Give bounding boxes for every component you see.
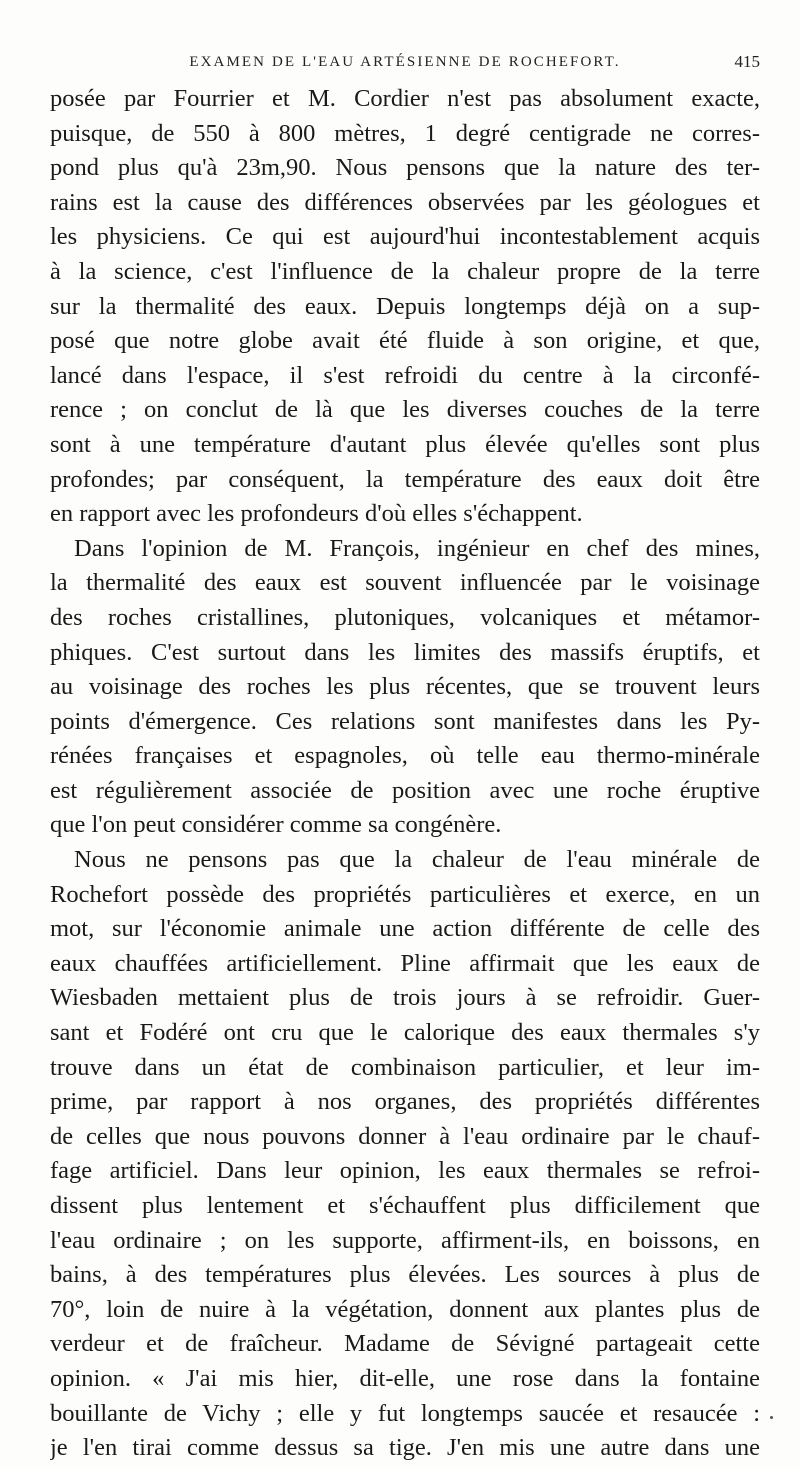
text-line: bouillante de Vichy ; elle y fut longtemps saucée et resaucée : [50,1399,760,1427]
text-line: fage artificiel. Dans leur opinion, les eaux thermales se refroi- [50,1157,760,1185]
text-line: Rochefort possède des propriétés particulières et exerce, en un [50,880,760,908]
text-line: rénées françaises et espagnoles, où telle eau thermo-minérale [50,742,760,770]
text-line: pond plus qu'à 23m,90. Nous pensons que la nature des ter- [50,154,760,182]
text-line: lancé dans l'espace, il s'est refroidi du centre à la circonfé- [50,361,760,389]
running-title: EXAMEN DE L'EAU ARTÉSIENNE DE ROCHEFORT. [189,54,621,70]
paragraph-start-line: Dans l'opinion de M. François, ingénieur en chef des mines, [74,534,760,562]
speck-mark [770,1416,773,1419]
body-text [50,82,760,1466]
text-line: dissent plus lentement et s'échauffent plus difficilement que [50,1192,760,1219]
text-line: la thermalité des eaux est souvent influencée par le voisinage [50,569,760,597]
text-line: trouve dans un état de combinaison particulier, et leur im- [50,1053,760,1081]
text-line: est régulièrement associée de position avec une roche éruptive [50,776,760,804]
text-line: verdeur et de fraîcheur. Madame de Sévigné partageait cette [50,1330,760,1358]
text-line: à la science, c'est l'influence de la chaleur propre de la terre [50,257,760,285]
running-head [50,50,760,74]
text-line: posé que notre globe avait été fluide à son origine, et que, [50,327,760,355]
paragraph-start-line: Nous ne pensons pas que la chaleur de l'eau minérale de [74,846,760,874]
text-line: rence ; on conclut de là que les diverses couches de la terre [50,396,760,424]
text-line: posée par Fourrier et M. Cordier n'est pas absolument exacte, [50,85,760,112]
paragraph-end-line: que l'on peut considérer comme sa congénère. [50,811,502,839]
text-line: opinion. « J'ai mis hier, dit-elle, une rose dans la fontaine [50,1364,760,1392]
text-line: des roches cristallines, plutoniques, volcaniques et métamor- [50,603,760,631]
text-line: profondes; par conséquent, la température des eaux doit être [50,465,760,493]
text-line: prime, par rapport à nos organes, des propriétés différentes [50,1088,760,1116]
paragraph-end-line: en rapport avec les profondeurs d'où elles s'échappent. [50,500,583,528]
text-line: au voisinage des roches les plus récentes, que se trouvent leurs [50,673,760,701]
text-line: sant et Fodéré ont cru que le calorique des eaux thermales s'y [50,1019,760,1047]
page-number: 415 [734,52,760,71]
text-line: points d'émergence. Ces relations sont manifestes dans les Py- [50,707,760,735]
text-line: sont à une température d'autant plus élevée qu'elles sont plus [50,430,760,458]
text-line: l'eau ordinaire ; on les supporte, affirment-ils, en boissons, en [50,1226,760,1254]
text-line: bains, à des températures plus élevées. Les sources à plus de [50,1261,760,1289]
text-line: rains est la cause des différences observées par les géologues et [50,188,760,216]
text-line: Wiesbaden mettaient plus de trois jours à se refroidir. Guer- [50,984,760,1012]
text-line: de celles que nous pouvons donner à l'eau ordinaire par le chauf- [50,1122,760,1150]
text-line: eaux chauffées artificiellement. Pline affirmait que les eaux de [50,949,760,977]
text-line: phiques. C'est surtout dans les limites des massifs éruptifs, et [50,638,760,666]
text-line: 70°, loin de nuire à la végétation, donnent aux plantes plus de [50,1295,760,1323]
text-line: les physiciens. Ce qui est aujourd'hui incontestablement acquis [50,223,760,251]
text-line: puisque, de 550 à 800 mètres, 1 degré centigrade ne corres- [50,119,760,147]
text-line: je l'en tirai comme dessus sa tige. J'en mis une autre dans une [50,1434,760,1462]
text-line: mot, sur l'économie animale une action différente de celle des [50,915,760,943]
text-line: sur la thermalité des eaux. Depuis longtemps déjà on a sup- [50,292,760,320]
